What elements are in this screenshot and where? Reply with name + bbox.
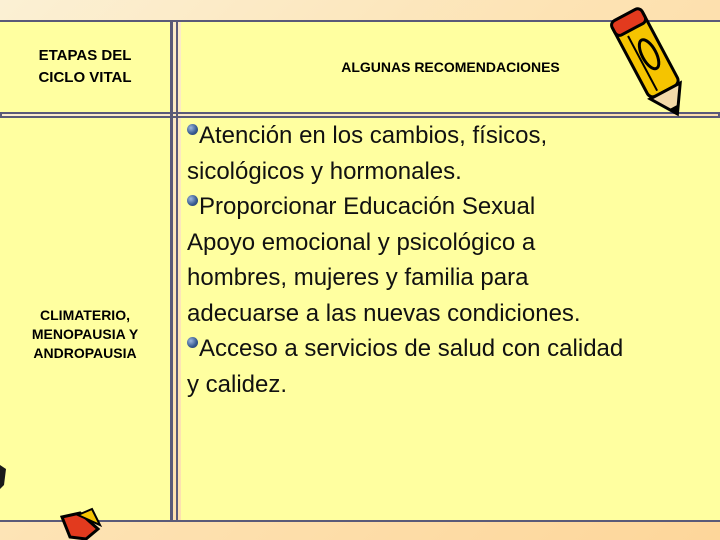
recommendation-2-line-1: Proporcionar Educación Sexual (199, 193, 536, 220)
bullet-icon (187, 337, 198, 348)
recommendation-1-line-2: sicológicos y hormonales. (187, 157, 462, 185)
header-stage-cell (0, 22, 170, 112)
recommendation-2-line-2: Apoyo emocional y psicológico a (187, 228, 536, 256)
recommendations-text (187, 118, 717, 402)
bullet-icon (187, 124, 198, 135)
recommendations-cell (181, 118, 720, 520)
decorative-shape-icon (0, 455, 110, 540)
recommendation-2-line-4: adecuarse a las nuevas condiciones. (187, 299, 581, 327)
recommendation-item-3 (187, 331, 717, 402)
recommendation-3-line-1: Acceso a servicios de salud con calidad (199, 335, 624, 362)
header-stage-line1: ETAPAS DEL (38, 47, 132, 64)
bullet-icon (187, 195, 198, 206)
stage-line3: ANDROPAUSIA (33, 344, 137, 361)
recommendation-2-line-3: hombres, mujeres y familia para (187, 264, 529, 291)
recommendation-1-line-1: Atención en los cambios, físicos, (199, 122, 548, 149)
header-stage-line2: CICLO VITAL (38, 69, 132, 86)
table-divider-right (176, 22, 178, 520)
recommendation-3-line-2: y calidez. (187, 370, 288, 398)
stage-line2: MENOPAUSIA Y (31, 325, 139, 342)
recommendation-item-1 (187, 118, 717, 189)
pencil-icon (596, 0, 720, 120)
stage-line1: CLIMATERIO, (40, 306, 130, 323)
recommendation-item-2 (187, 189, 717, 331)
table-divider-left (170, 22, 173, 520)
header-recommendations-label: ALGUNAS RECOMENDACIONES (341, 59, 560, 75)
